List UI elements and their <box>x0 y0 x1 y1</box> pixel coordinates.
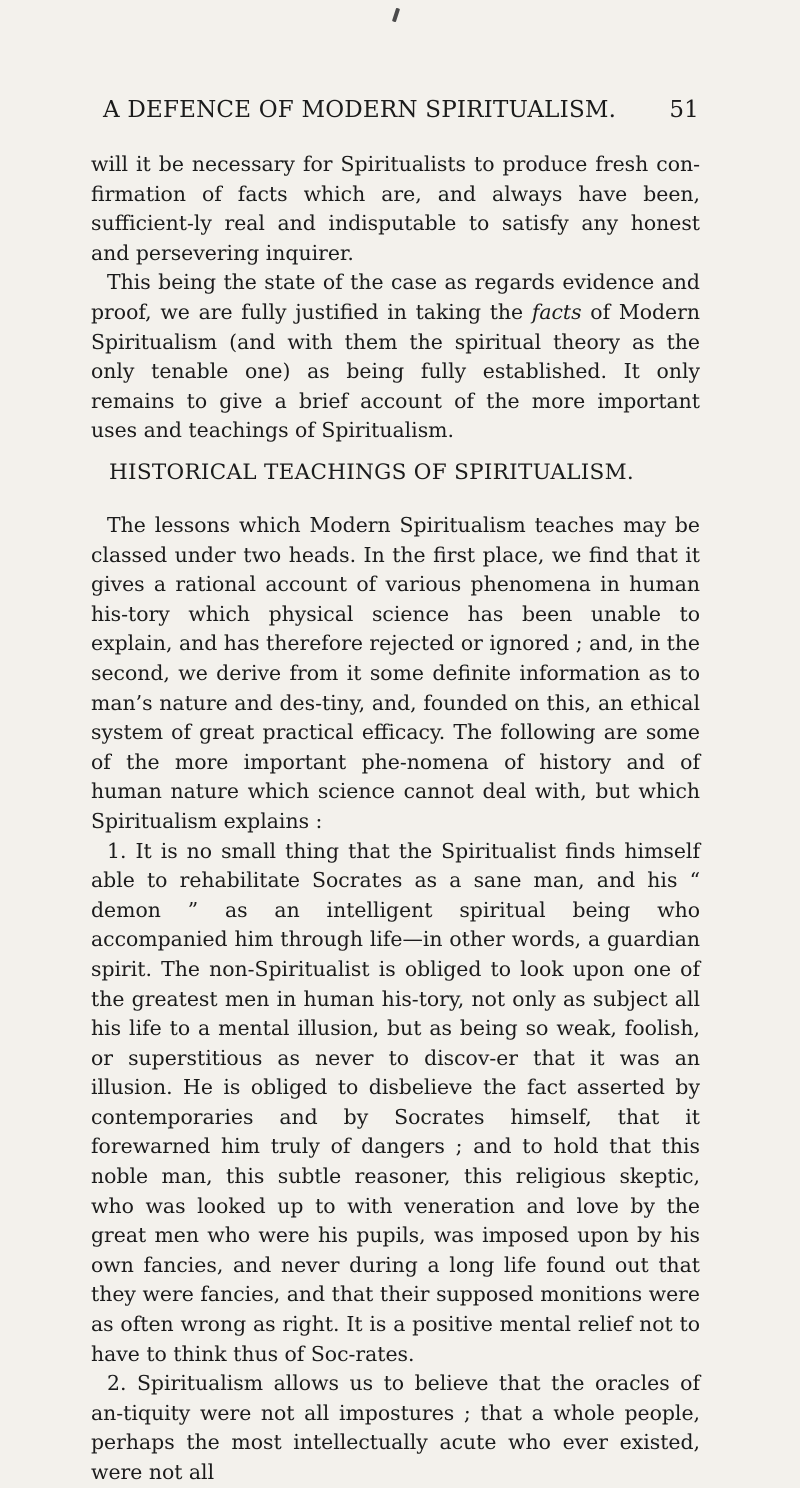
opening-text <box>91 150 700 446</box>
paragraph-text: of Modern Spiritualism (and with them the spiritual theory as the only tenable one) as being fully established. It only remains to give a brief account of the more important uses and teachings of Spiritualism. <box>91 299 700 443</box>
section-text <box>91 511 700 1488</box>
paragraph: will it be necessary for Spiritualists to produce fresh con-firmation of facts which are, and always have been, sufficient-ly real and indisputable to satisfy any honest and persevering inquirer. <box>91 152 700 265</box>
paragraph: 1. It is no small thing that the Spiritualist finds himself able to rehabilitate Socrates as a sane man, and his “ demon ” as an intelligent spiritual being who accompanied him through life—in other words, a guardian spirit. The non-Spiritualist is obliged to look upon one of the greatest men in human his-tory, not only as subject all his life to a mental illusion, but as being so weak, foolish, or superstitious as never to discov-er that it was an illusion. He is obliged to disbelieve the fact asserted by contemporaries and by Socrates himself, that it forewarned him truly of dangers ; and to hold that this noble man, this subtle reasoner, this religious skeptic, who was looked up to with veneration and love by the great men who were his pupils, was imposed upon by his own fancies, and never during a long life found out that they were fancies, and that their supposed monitions were as often wrong as right. It is a positive mental relief not to have to think thus of Soc-rates. <box>91 838 700 1366</box>
page-number: 51 <box>669 97 699 123</box>
running-title: A DEFENCE OF MODERN SPIRITUALISM. <box>103 97 617 123</box>
paragraph <box>91 268 700 446</box>
section-heading: HISTORICAL TEACHINGS OF SPIRITUALISM. <box>109 460 635 485</box>
ink-speck <box>392 8 400 23</box>
paragraph-text: This being the state of the case as regards evidence and proof, we are fully justified in taking the <box>91 270 700 324</box>
paragraph: 2. Spiritualism allows us to believe that the oracles of an-tiquity were not all impostures ; that a whole people, perhaps the most intellectually acute who ever existed, were not all <box>91 1371 700 1484</box>
running-header <box>103 97 699 127</box>
paragraph: The lessons which Modern Spiritualism teaches may be classed under two heads. In the first place, we find that it gives a rational account of various phenomena in human his-tory which physical science has been unable to explain, and has therefore rejected or ignored ; and, in the second, we derive from it some definite information as to man’s nature and des-tiny, and, founded on this, an ethical system of great practical efficacy. The following are some of the more important phe-nomena of history and of human nature which science cannot deal with, but which Spiritualism explains : <box>91 513 700 833</box>
emphasized-word: facts <box>531 299 582 324</box>
